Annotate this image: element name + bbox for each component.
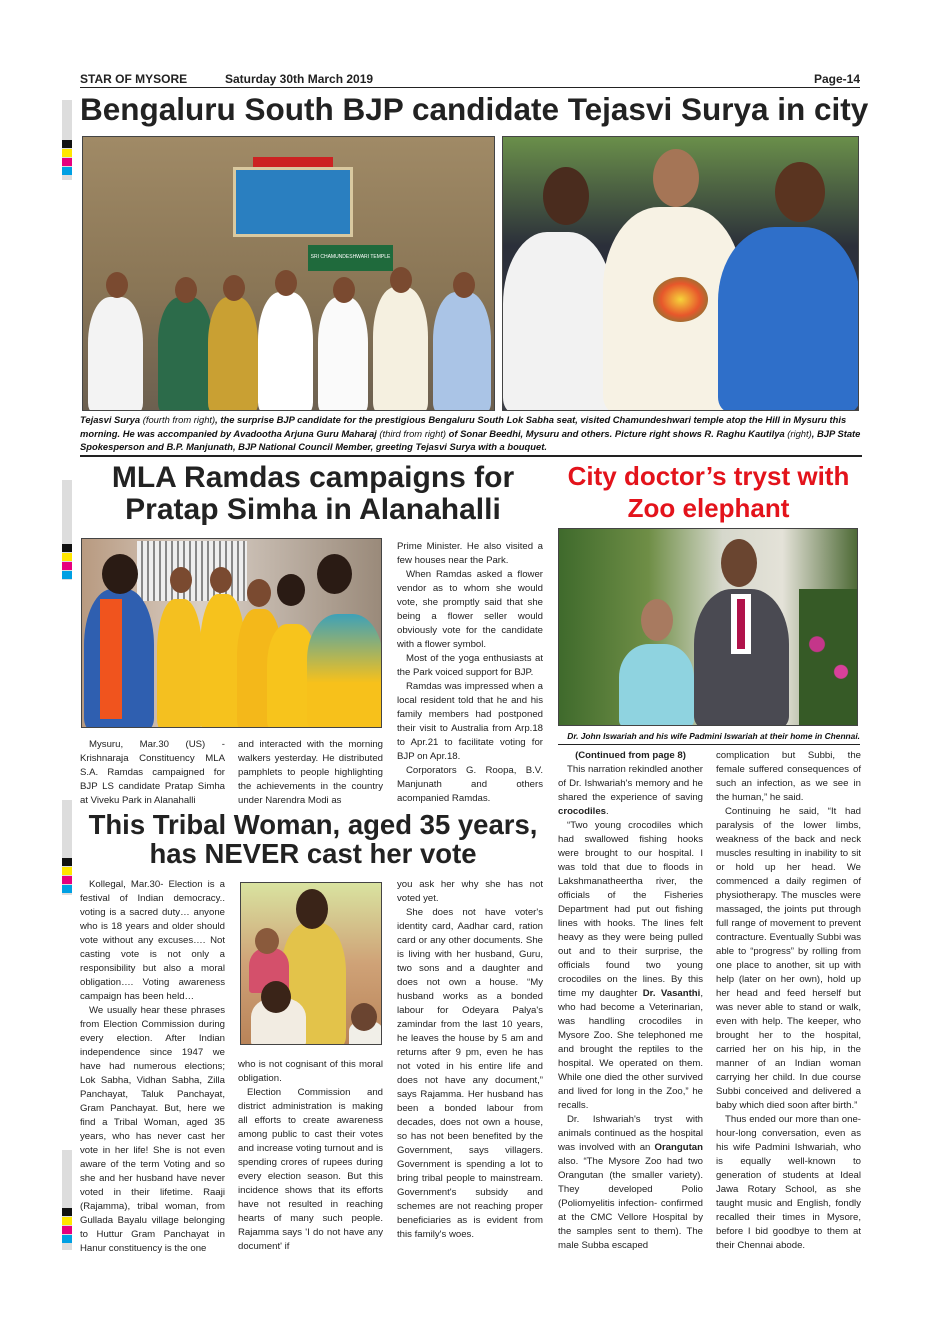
bold-text: crocodiles bbox=[558, 806, 606, 817]
text: also. “The Mysore Zoo had two Orangutan (the smaller variety). They developed Polio (Poliomyelitis infection- confirmed at the CMC Vellore Hospital by the samples sent to them). The male Subba escaped bbox=[558, 1156, 703, 1251]
paragraph bbox=[558, 763, 703, 819]
caption-part: (fourth from right) bbox=[142, 414, 216, 425]
page-header bbox=[80, 72, 860, 88]
ramdas-column-2 bbox=[238, 738, 383, 808]
headline-line: has NEVER cast her vote bbox=[149, 838, 477, 870]
paragraph: you ask her why she has not voted yet. bbox=[397, 879, 543, 904]
paragraph: Corporators G. Roopa, B.V. Manjunath and others acompanied Ramdas. bbox=[397, 765, 543, 804]
paragraph: She does not have voter's identity card, Aadhar card, ration card or any other documents. She is living with her husband, Guru, two sons and a daughter and does not own a house. “My husband works as a bonded labour for Odeyara Palya's zamindar from the last 10 years, he leaves the house by 5 am and returns after 9 pm, even he has not voted in his entire life and does not have any document,” says Rajamma. Her husband has been a bonded labour from decades, does not own a house, so has not been benefited by the Government, says villagers. Government is spending a lot to bring tribal people to mainstream. Government's subsidy and schemes are not reaching proper beneficiaries as is evident from this family's woes. bbox=[397, 907, 543, 1240]
doctor-couple-photo bbox=[558, 528, 858, 726]
paragraph: and interacted with the morning walkers yesterday. He distributed pamphlets to people highlighting the achievements in the country under Narendra Modi as bbox=[238, 739, 383, 806]
paper-name: STAR OF MYSORE bbox=[80, 72, 188, 86]
issue-date: Saturday 30th March 2019 bbox=[225, 72, 374, 86]
tribal-column-3 bbox=[397, 878, 543, 1242]
doctor-headline bbox=[555, 461, 862, 524]
paragraph: We usually hear these phrases from Election Commission during every election. After Indian independence since 1947 we have had numerous elections; Lok Sabha, Vidhan Sabha, Zilla Panchayat, Taluk Panchayat, Gram Panchayat. But, here we find a Tribal Woman, aged 35 years, who has never cast her vote in her life! She is not even aware of the term Voting and so she and her husband have never voted in their lifetime. Raaji (Rajamma), tribal woman, from Gullada Bayalu village belonging to Huttur Gram Panchayat in Hanur constituency is the one bbox=[80, 1005, 225, 1254]
caption-part: of Sonar Beedhi, Mysuru and others. Picture right shows R. Raghu Kautilya bbox=[446, 427, 788, 439]
divider bbox=[80, 455, 862, 457]
caption-part: Tejasvi Surya bbox=[80, 414, 143, 425]
caption-part: , BJP State Spokesperson and B.P. Manjunath, BJP National Council Member, greeting Tejasvi Surya with a bouquet. bbox=[80, 427, 861, 452]
tribal-headline bbox=[80, 810, 546, 869]
doctor-column-2 bbox=[716, 749, 861, 1253]
ramdas-headline bbox=[80, 462, 546, 526]
tribal-column-1 bbox=[80, 878, 225, 1256]
temple-sign: SRI CHAMUNDESHWARI TEMPLE bbox=[308, 245, 393, 271]
paragraph: When Ramdas asked a flower vendor as to whom she would vote, she promptly said that she being a flower seller would obviously vote for the candidate with a flower symbol. bbox=[397, 569, 543, 650]
paragraph bbox=[558, 1113, 703, 1253]
paragraph: Continuing he said, “It had paralysis of the lower limbs, weakness of the back and neck muscles resulting in inability to sit or hold up her head. We commenced a daily regimen of physiotherapy. The muscles were massaged, the joints put through full range of movement to prevent contracture. Eventually Subbi was able to “progress” by rolling from one place to another, sit up with help (later on her own), hold up her head and feed herself but was never able to stand or walk, even with help. The keeper, who brought her to the hospital, carried her on his hip, in the manner of an Indian woman carrying her child. In due course Subbi conceived and delivered a baby which died soon after birth.” bbox=[716, 806, 861, 1111]
paragraph: who is not cognisant of this moral obligation. bbox=[238, 1059, 383, 1084]
ramdas-campaign-photo bbox=[81, 538, 382, 728]
headline-line: Pratap Simha in Alanahalli bbox=[125, 493, 501, 527]
tribal-woman-photo bbox=[240, 882, 382, 1045]
text: . bbox=[606, 806, 609, 817]
continued-note: (Continued from page 8) bbox=[575, 750, 686, 761]
bold-text: Dr. Vasanthi bbox=[642, 988, 701, 999]
page-number: Page-14 bbox=[813, 72, 860, 86]
caption-part: , the surprise BJP candidate for the prestigious Bengaluru South Lok Sabha seat, visited Chamundeshwari temple atop the Hill in Mysuru this morning. He was accompanied by Avadootha Arjuna Guru Maharaj bbox=[80, 414, 847, 439]
top-photo-caption bbox=[80, 413, 862, 454]
ramdas-column-3 bbox=[397, 540, 543, 806]
doctor-column-1 bbox=[558, 749, 703, 1253]
paragraph: Kollegal, Mar.30- Election is a festival of Indian democracy.. voting is a sacred duty… anyone who is 18 years and older should vote without any excuses…. Not casting vote is not only a responsibility but also a moral obligation…. Voting awareness campaign has been held… bbox=[80, 879, 225, 1002]
paragraph bbox=[558, 819, 703, 1113]
paragraph: Election Commission and district administration is making all efforts to create awareness among public to cast their votes and increase voting turnout and is spending crores of rupees during every election season. But this incidence shows that its efforts have not resulted in reaching hearts of many such people. Rajamma says 'I do not have any document' if bbox=[238, 1087, 383, 1252]
paragraph: Thus ended our more than one-hour-long conversation, even as his wife Padmini Ishwariah, who is equally well-known to generation of students at Ideal Jawa Rotary School, as she taught music and English, fondly recalled their times in Mysore, before I bid goodbye to them at their Chennai abode. bbox=[716, 1114, 861, 1251]
bouquet-greeting-photo bbox=[502, 136, 859, 411]
paragraph: Prime Minister. He also visited a few houses near the Park. bbox=[397, 541, 543, 566]
divider bbox=[558, 744, 860, 745]
doctor-photo-caption: Dr. John Iswariah and his wife Padmini Iswariah at their home in Chennai. bbox=[567, 731, 860, 741]
headline-line: This Tribal Woman, aged 35 years, bbox=[88, 809, 538, 840]
caption-part: (right) bbox=[787, 427, 812, 439]
headline-line: Zoo elephant bbox=[627, 492, 790, 523]
tribal-column-2 bbox=[238, 1058, 383, 1254]
temple-group-photo bbox=[82, 136, 495, 411]
text: “Two young crocodiles which had swallowed fishing hooks were brought to our hospital. I was told that due to floods in Lakshmanatheertha river, the officials of the Fisheries Department had put out fishing lines with hooks. The lines felt heavy as they were being pulled out and to their surprise, the officials found two young crocodiles on the lines. By this time my daughter bbox=[558, 820, 703, 999]
caption-part: (third from right) bbox=[379, 427, 447, 439]
paragraph: Ramdas was impressed when a local resident told that he and his family members had postponed their visit to Australia from Arp.18 to Apr.21 to facilitate voting for BJP on Apr.18. bbox=[397, 681, 543, 762]
paragraph: Mysuru, Mar.30 (US) - Krishnaraja Constituency MLA S.A. Ramdas campaigned for BJP LS candidate Pratap Simha at Viveku Park in Alanahalli bbox=[80, 739, 225, 806]
top-headline: Bengaluru South BJP candidate Tejasvi Surya in city bbox=[80, 91, 869, 127]
text: , who had become a Veterinarian, was handling crocodiles in Mysore Zoo. She telephoned me and brought the reptiles to the hospital. We operated on them. While one died the other survived and lived for long in the Zoo,” he recalls. bbox=[558, 988, 703, 1111]
paragraph: Most of the yoga enthusiasts at the Park voiced support for BJP. bbox=[397, 653, 543, 678]
ramdas-column-1 bbox=[80, 738, 225, 808]
text: Dr. Ishwariah's tryst with animals continued as the hospital was involved with an bbox=[558, 1114, 703, 1153]
paragraph: complication but Subbi, the female suffered consequences of such an infection, as we see in the human,” he said. bbox=[716, 750, 861, 803]
headline-line: City doctor’s tryst with bbox=[567, 461, 850, 491]
bold-text: Orangutan bbox=[654, 1142, 703, 1153]
headline-line: MLA Ramdas campaigns for bbox=[111, 461, 515, 494]
text: This narration rekindled another of Dr. Ishwariah's memory and he shared the experience of saving bbox=[558, 764, 703, 803]
